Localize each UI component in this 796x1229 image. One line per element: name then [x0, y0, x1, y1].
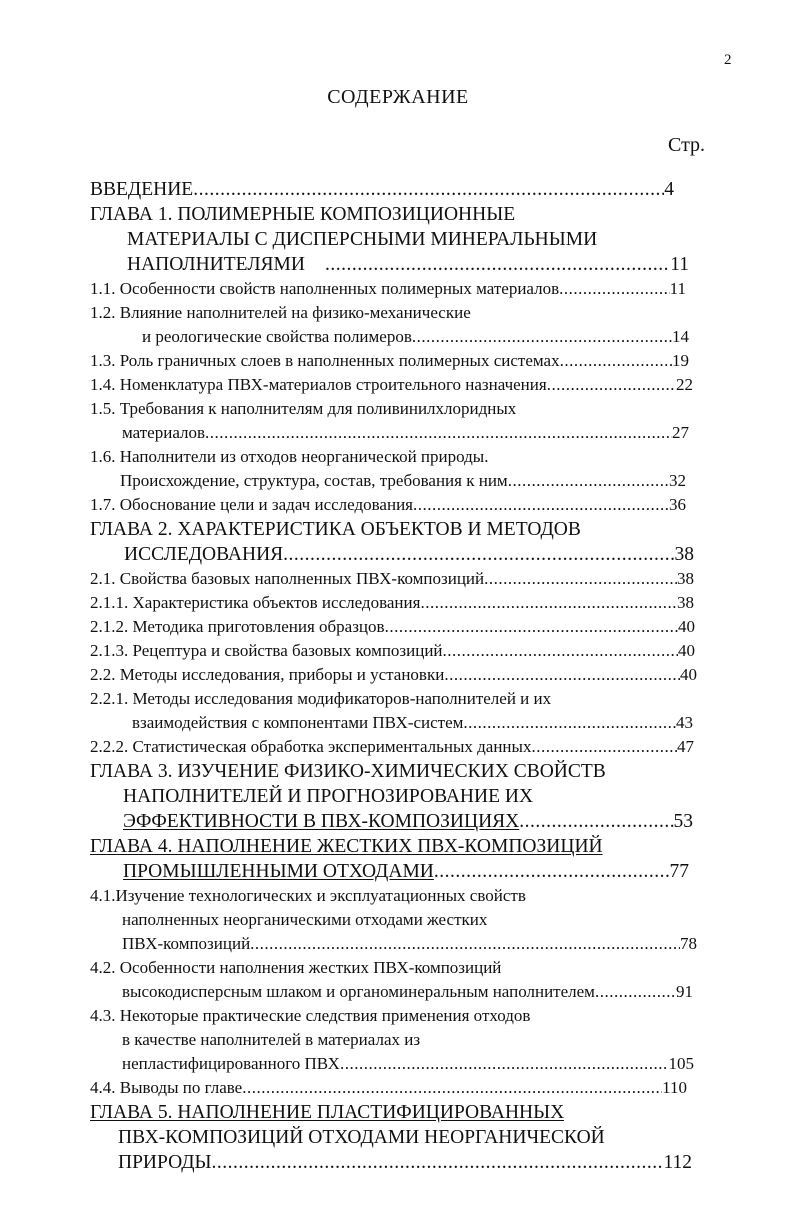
toc-entry	[122, 908, 487, 932]
toc-entry	[90, 178, 674, 202]
toc-entry-text: 4.3. Некоторые практические следствия применения отходов	[90, 1006, 531, 1025]
toc-entry-page: 105	[668, 1054, 694, 1073]
toc-entry	[123, 810, 693, 834]
toc-entry-text: ГЛАВА 5. НАПОЛНЕНИЕ ПЛАСТИФИЦИРОВАННЫХ	[90, 1102, 565, 1123]
toc-entry-page: 53	[673, 811, 693, 832]
toc-entry	[90, 735, 694, 759]
toc-entry-text: 2.2.1. Методы исследования модификаторов-наполнителей и их	[90, 689, 552, 708]
toc-entry-text: ГЛАВА 4. НАПОЛНЕНИЕ ЖЕСТКИХ ПВХ-КОМПОЗИЦИЙ	[90, 836, 603, 857]
toc-entry-text: НАПОЛНИТЕЛЕЙ И ПРОГНОЗИРОВАНИЕ ИХ	[123, 786, 534, 807]
toc-entry-page: 77	[669, 861, 689, 882]
toc-entry	[122, 1052, 694, 1076]
toc-entry	[90, 687, 551, 711]
toc-entry	[90, 203, 515, 227]
toc-entry-text: ПВХ-КОМПОЗИЦИЙ ОТХОДАМИ НЕОРГАНИЧЕСКОЙ	[118, 1127, 605, 1148]
toc-entry	[90, 663, 697, 687]
toc-entry	[90, 277, 686, 301]
toc-entry-text: 2.2.2. Статистическая обработка экспериментальных данных	[90, 737, 532, 756]
toc-entry	[90, 615, 695, 639]
toc-entry-page: 40	[680, 665, 697, 684]
toc-entry-text: в качестве наполнителей в материалах из	[122, 1030, 421, 1049]
toc-entry	[90, 1076, 687, 1100]
toc-entry	[90, 373, 693, 397]
toc-entry-page: 40	[678, 617, 695, 636]
toc-entry-page: 110	[662, 1078, 687, 1097]
toc-entry-text: 1.3. Роль граничных слоев в наполненных полимерных системах	[90, 351, 560, 370]
toc-entry	[124, 543, 694, 567]
toc-entry-page: 27	[672, 423, 689, 442]
toc-entry-page: 38	[677, 569, 694, 588]
toc-entry	[90, 1101, 564, 1125]
toc-entry	[90, 956, 501, 980]
toc-entry	[90, 567, 694, 591]
toc-entry	[127, 228, 597, 252]
page-title: СОДЕРЖАНИЕ	[327, 86, 469, 108]
toc-entry-text: ПВХ-композиций	[122, 934, 251, 953]
toc-entry	[123, 785, 533, 809]
toc-entry-page: 43	[676, 713, 693, 732]
toc-entry-page: 32	[669, 471, 686, 490]
toc-entry	[90, 445, 488, 469]
toc-entry-text: Происхождение, структура, состав, требования к ним	[120, 471, 508, 490]
toc-entry-text: и реологические свойства полимеров	[142, 327, 412, 346]
toc-entry	[90, 493, 686, 517]
toc-entry-text: ИССЛЕДОВАНИЯ	[124, 544, 284, 565]
toc-entry-text: ПРОМЫШЛЕННЫМИ ОТХОДАМИ	[123, 861, 434, 882]
toc-entry	[90, 1004, 530, 1028]
toc-entry-text: 1.4. Номенклатура ПВХ-материалов строительного назначения	[90, 375, 547, 394]
toc-entry-page: 40	[678, 641, 695, 660]
toc-entry-text: 4.1.Изучение технологических и эксплуатационных свойств	[90, 886, 526, 905]
toc-entry-text: наполненных неорганическими отходами жестких	[122, 910, 488, 929]
toc-entry-text: 1.6. Наполнители из отходов неорганической природы.	[90, 447, 489, 466]
toc-entry-text: 2.1.1. Характеристика объектов исследования	[90, 593, 421, 612]
toc-entry-page: 91	[676, 982, 693, 1001]
toc-entry-page: 38	[677, 593, 694, 612]
toc-entry	[123, 860, 689, 884]
toc-entry-text: 2.1.3. Рецептура и свойства базовых композиций	[90, 641, 443, 660]
toc-entry-page: 47	[677, 737, 694, 756]
toc-entry-text: 2.2. Методы исследования, приборы и установки	[90, 665, 445, 684]
toc-entry-page: 11	[670, 254, 689, 275]
toc-entry	[142, 325, 689, 349]
toc-entry	[90, 397, 516, 421]
toc-entry-page: 11	[669, 279, 686, 298]
toc-entry	[118, 1151, 692, 1175]
toc-entry	[127, 253, 689, 277]
toc-entry-text: 2.1. Свойства базовых наполненных ПВХ-композиций	[90, 569, 485, 588]
toc-entry-text: материалов	[122, 423, 206, 442]
page-number: 2	[724, 52, 732, 68]
toc-entry-text: взаимодействия с компонентами ПВХ-систем	[132, 713, 464, 732]
toc-entry	[90, 301, 471, 325]
toc-entry-page: 4	[664, 179, 674, 200]
toc-entry-text: МАТЕРИАЛЫ С ДИСПЕРСНЫМИ МИНЕРАЛЬНЫМИ	[127, 229, 598, 250]
toc-entry-text: 1.1. Особенности свойств наполненных полимерных материалов	[90, 279, 560, 298]
toc-entry-text: НАПОЛНИТЕЛЯМИ	[127, 254, 305, 275]
toc-entry-text: 1.7. Обоснование цели и задач исследования	[90, 495, 413, 514]
toc-entry	[122, 421, 689, 445]
toc-entry-text: ЭФФЕКТИВНОСТИ В ПВХ-КОМПОЗИЦИЯХ	[123, 811, 520, 832]
toc-entry	[90, 884, 526, 908]
toc-entry-text: ПРИРОДЫ	[118, 1152, 212, 1173]
toc-entry	[120, 469, 686, 493]
toc-entry-text: 4.4. Выводы по главе	[90, 1078, 243, 1097]
toc-entry-text: непластифицированного ПВХ	[122, 1054, 340, 1073]
toc-entry-text: ВВЕДЕНИЕ	[90, 179, 194, 200]
toc-entry-page: 19	[672, 351, 689, 370]
toc-entry	[90, 591, 694, 615]
toc-entry-text: 4.2. Особенности наполнения жестких ПВХ-композиций	[90, 958, 502, 977]
toc-entry-text: 1.2. Влияние наполнителей на физико-механические	[90, 303, 471, 322]
toc-entry-page: 22	[676, 375, 693, 394]
toc-entry	[90, 760, 606, 784]
toc-entry-page: 14	[672, 327, 689, 346]
toc-entry-text: ГЛАВА 2. ХАРАКТЕРИСТИКА ОБЪЕКТОВ И МЕТОДОВ	[90, 519, 581, 540]
toc-entry	[122, 1028, 420, 1052]
toc-entry-page: 78	[680, 934, 697, 953]
toc-entry	[122, 932, 697, 956]
page-column-label: Стр.	[668, 134, 706, 156]
toc-entry-text: 1.5. Требования к наполнителям для поливинилхлоридных	[90, 399, 517, 418]
toc-entry-text: 2.1.2. Методика приготовления образцов	[90, 617, 385, 636]
toc-entry	[90, 835, 603, 859]
toc-entry	[132, 711, 693, 735]
toc-entry	[90, 349, 689, 373]
toc-entry-page: 112	[663, 1152, 692, 1173]
toc-entry	[90, 518, 581, 542]
toc-entry-text: высокодисперсным шлаком и органоминеральным наполнителем	[122, 982, 595, 1001]
toc-entry-text: ГЛАВА 3. ИЗУЧЕНИЕ ФИЗИКО-ХИМИЧЕСКИХ СВОЙСТВ	[90, 761, 606, 782]
toc-entry	[90, 639, 695, 663]
toc-entry-page: 36	[669, 495, 686, 514]
toc-entry-page: 38	[674, 544, 694, 565]
toc-entry	[118, 1126, 605, 1150]
toc-entry-text: ГЛАВА 1. ПОЛИМЕРНЫЕ КОМПОЗИЦИОННЫЕ	[90, 204, 516, 225]
toc-entry	[122, 980, 693, 1004]
